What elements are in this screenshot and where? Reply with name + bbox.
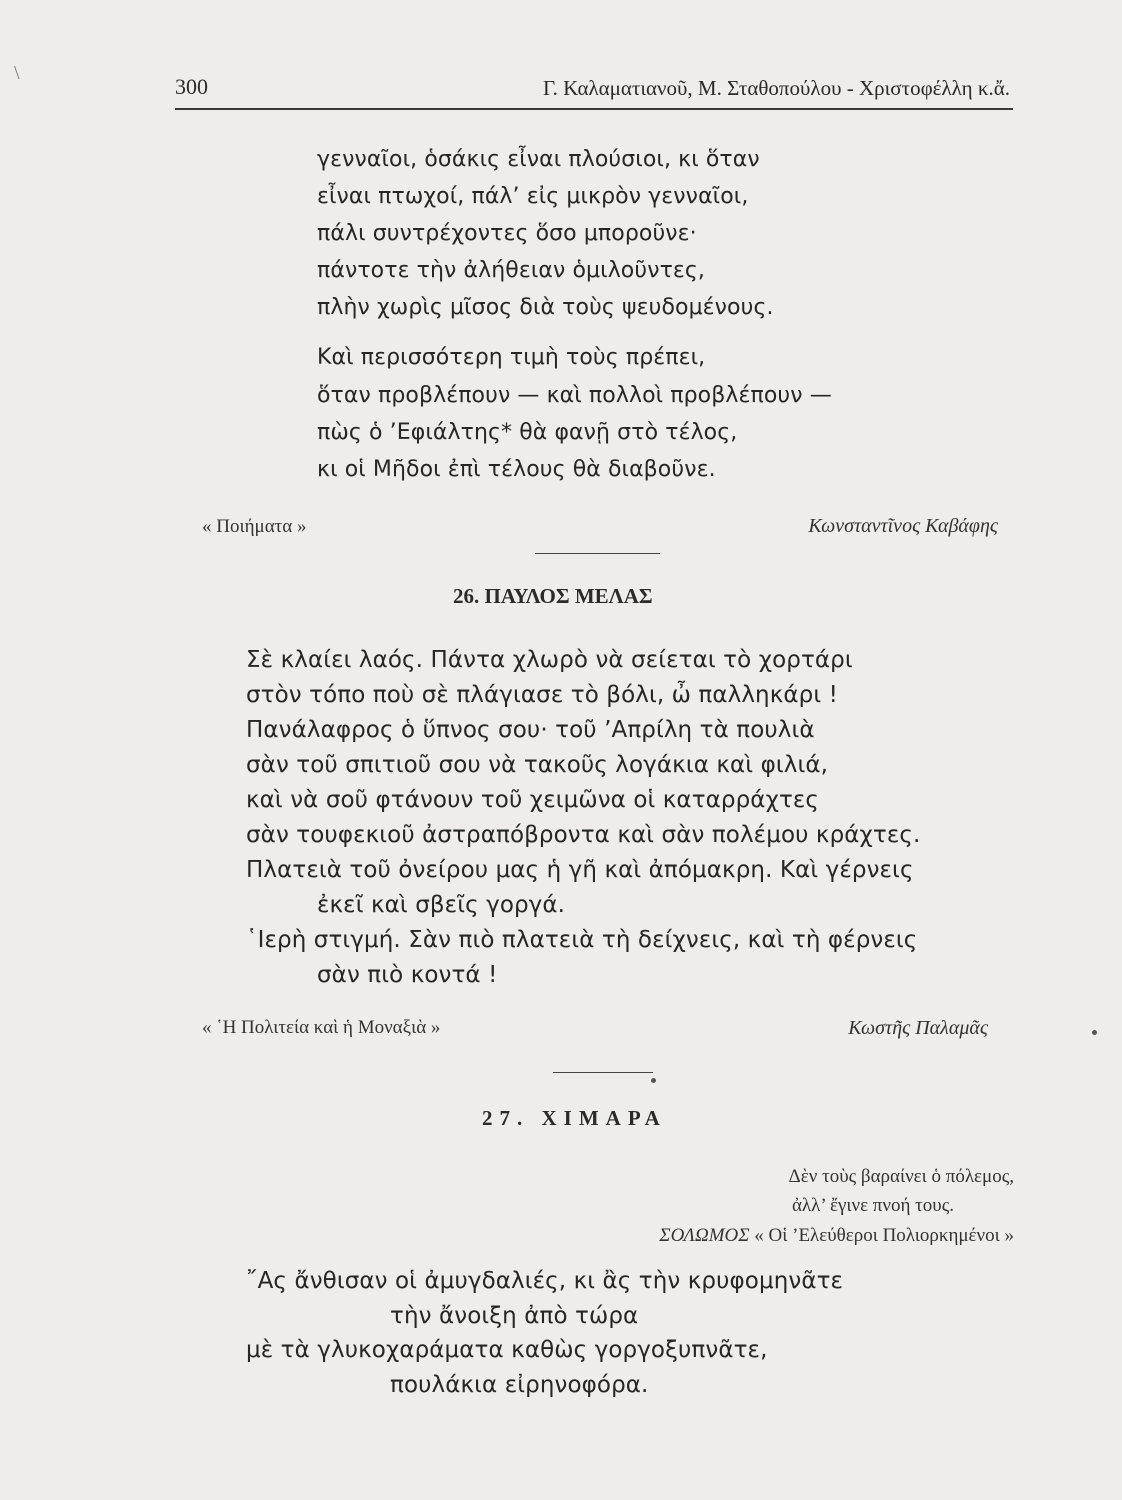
poem1-source: « Ποιήματα »: [202, 516, 307, 537]
poem2-line: σὰν πιὸ κοντά !: [317, 962, 498, 988]
poem3-line: ῎Ας ἄνθισαν οἱ ἀμυγδαλιές, κι ἂς τὴν κρυφομηνᾶτε: [246, 1268, 844, 1294]
poem2-author: Κωστῆς Παλαμᾶς: [848, 1017, 988, 1039]
poem2-line: ῾Ιερὴ στιγμή. Σὰν πιὸ πλατειὰ τὴ δείχνεις, καὶ τὴ φέρνεις: [246, 927, 918, 953]
poem2-line: σὰν τουφεκιοῦ ἀστραπόβροντα καὶ σὰν πολέμου κράχτες.: [246, 822, 921, 848]
poem3-line: τὴν ἄνοιξη ἀπὸ τώρα: [390, 1303, 639, 1329]
poem3-epigraph-work: « Οἱ ’Ελεύθεροι Πολιορκημένοι »: [754, 1225, 1014, 1246]
section-divider: [535, 553, 660, 554]
stray-dot: [1092, 1030, 1097, 1035]
running-head: Γ. Καλαματιανοῦ, Μ. Σταθοπούλου - Χριστοφέλλη κ.ἄ.: [542, 76, 1010, 100]
poem1-line: γενναῖοι, ὁσάκις εἶναι πλούσιοι, κι ὅταν: [317, 147, 760, 172]
poem3-epigraph-line: Δὲν τοὺς βαραίνει ὁ πόλεμος,: [788, 1166, 1014, 1187]
header-rule: [175, 108, 1013, 110]
poem1-line: ὅταν προβλέπουν — καὶ πολλοὶ προβλέπουν —: [317, 383, 832, 408]
poem1-line: πὼς ὁ ’Εφιάλτης* θὰ φανῇ στὸ τέλος,: [317, 420, 738, 445]
margin-mark: \: [14, 62, 20, 84]
poem2-line: σὰν τοῦ σπιτιοῦ σου νὰ τακοῦς λογάκια καὶ φιλιά,: [246, 752, 829, 778]
stray-dot: [651, 1078, 656, 1083]
poem1-line: πλὴν χωρὶς μῖσος διὰ τοὺς ψευδομένους.: [317, 295, 774, 320]
poem3-epigraph-line: ἀλλ’ ἔγινε πνοή τους.: [791, 1195, 954, 1216]
poem2-source: « ῾Η Πολιτεία καὶ ἡ Μοναξιὰ »: [202, 1017, 441, 1038]
poem3-epigraph-author: ΣΟΛΩΜΟΣ: [659, 1225, 750, 1246]
poem1-line: Καὶ περισσότερη τιμὴ τοὺς πρέπει,: [317, 345, 706, 370]
poem2-line: στὸν τόπο ποὺ σὲ πλάγιασε τὸ βόλι, ὦ παλληκάρι !: [246, 682, 838, 708]
poem3-line: πουλάκια εἰρηνοφόρα.: [390, 1372, 649, 1398]
poem2-line: Πανάλαφρος ὁ ὕπνος σου· τοῦ ’Απρίλη τὰ πουλιὰ: [246, 717, 815, 743]
page-number: 300: [175, 74, 208, 99]
poem1-line: κι οἱ Μῆδοι ἐπὶ τέλους θὰ διαβοῦνε.: [317, 457, 716, 482]
section-divider: [553, 1072, 653, 1073]
poem1-line: πάντοτε τὴν ἀλήθειαν ὁμιλοῦντες,: [317, 258, 706, 283]
poem1-author: Κωνσταντῖνος Καβάφης: [808, 515, 998, 537]
poem2-line: ἐκεῖ καὶ σβεῖς γοργά.: [317, 892, 566, 918]
poem2-title: 26. ΠΑΥΛΟΣ ΜΕΛΑΣ: [453, 584, 653, 608]
poem1-line: εἶναι πτωχοί, πάλ’ εἰς μικρὸν γενναῖοι,: [317, 184, 749, 209]
poem3-title: 27. ΧΙΜΑΡΑ: [482, 1106, 667, 1130]
poem1-line: πάλι συντρέχοντες ὅσο μποροῦνε·: [317, 221, 697, 246]
poem3-epigraph-signature: [659, 1225, 1014, 1247]
poem3-line: μὲ τὰ γλυκοχαράματα καθὼς γοργοξυπνᾶτε,: [246, 1337, 768, 1363]
poem2-line: Σὲ κλαίει λαός. Πάντα χλωρὸ νὰ σείεται τὸ χορτάρι: [246, 647, 853, 673]
poem2-line: Πλατειὰ τοῦ ὀνείρου μας ἡ γῆ καὶ ἀπόμακρη. Καὶ γέρνεις: [246, 857, 914, 883]
poem2-line: καὶ νὰ σοῦ φτάνουν τοῦ χειμῶνα οἱ καταρράχτες: [246, 787, 820, 813]
